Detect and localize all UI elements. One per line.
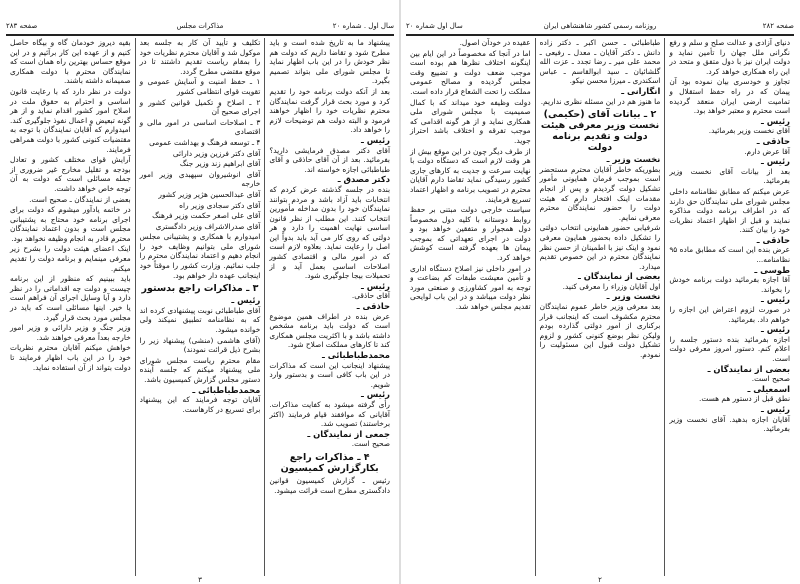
paragraph: عرض بنده در اطراف همین موضوع است که دولت باید برنامه مشخص داشته باشد و با اکثریت مجلس همکاری کند تا کارهای مملکت اصلاح شود. [269,311,390,350]
page-footer: ۲ [598,576,602,584]
page-header [406,22,794,34]
paragraph: آقای صدرالاشراف وزیر دادگستری [155,221,261,231]
section-heading: ۳ ـ مذاکرات راجع بدستور [141,283,259,295]
right-page [400,0,800,584]
paragraph: پیشنهاد ما به تاریخ شده است و باید مطرح شود و تقاضا داریم که دولت هم نظر خودش را در این باب اظهار نماید تا مجلس شورای ملی بتواند تصمیم بگیرد. [269,38,390,86]
paragraph: آقای علی اصغر حکمت وزیر فرهنگ [152,211,261,221]
paragraph: ۲ ـ اصلاح و تکمیل قوانین کشور و اجرای صحیح آن [139,97,261,117]
text-column [6,38,135,576]
paragraph: مقام محترم ریاست مجلس شورای ملی پیشنهاد میکنم که جلسه آینده دستور مجلس گزارش کمیسیون باشد. [139,355,261,384]
paragraph: صحیح است. [351,439,390,449]
paragraph: باید ببینیم که منظور از این برنامه چیست و دولت چه اقداماتی را در نظر دارد و آیا وسایل اجرای آن فراهم است یا خیر. اینها مسائلی است که باید در مجلس مورد بحث قرار گیرد. [9,274,131,322]
paragraph: خواهش میکنم آقایان محترم نظریات خود را در این باب اظهار فرمایند تا دولت بتواند از آن استفاده نماید. [9,343,131,372]
paragraph: امیدوارم با همکاری و پشتیبانی مجلس شورای ملی بتوانیم وظایف خود را انجام دهیم و اعتماد نمایندگان محترم را جلب نمائیم. وزارت کشور را موقتاً خود اینجانب عهده دار خواهم بود. [139,232,261,280]
paragraph: بنده در جلسه گذشته عرض کردم که انتخابات باید آزاد باشد و مردم بتوانند نمایندگان خود را بدون مداخله مأمورین انتخاب کنند. این مطلب از نظر قانون اساسی نهایت اهمیت را دارد و هر دولتی که روی کار می آید باید بدواً این اصل را رعایت نماید. بعلاوه لازم است که در امور مالی و اقتصادی کشور اصلاحات اساسی بعمل آید و از تحمیلات بیجا جلوگیری شود. [269,184,390,281]
text-column [664,38,794,576]
paragraph: پیشنهاد اینجانب این است که مذاکرات در این باب کافی است و بدستور وارد شویم. [269,360,390,389]
paragraph: بعد از آنکه دولت برنامه خود را تقدیم کرد و مورد بحث قرار گرفت نمایندگان محترم نظریات خود را اظهار خواهند فرمود و البته دولت هم توضیحات لازم را خواهد داد. [269,86,390,135]
section-title: مذاکرات مجلس [176,22,224,30]
speaker-name: اسمعیلی ـ [747,383,790,394]
speaker-name: نخست وزیر ـ [606,291,661,302]
paragraph: عقیده در خودآن اصول. [459,38,531,47]
paragraph: ما هنوز هم در این مسئله نظری نداریم. [540,96,661,106]
paragraph: اجازه بفرمائید بنده دستور جلسه را اعلام کنم. دستور امروز معرفی دولت است. [669,334,790,363]
speaker-name: رئیس ـ [360,280,390,291]
paragraph: ۱ ـ حفظ امنیت و آسایش عمومی و تقویت قوای انتظامی کشور [139,77,261,96]
speaker-name: بعضی از نمایندگان ـ [577,271,661,282]
paragraph: عرض بنده این است که مطابق ماده ۹۵ نظامنامه... [669,245,790,265]
paragraph: آقایان توجه فرمایند که این پیشنهاد برای تسریع در کارهاست. [139,395,261,414]
paragraph: در امور داخلی نیز اصلاح دستگاه اداری و تأمین معیشت طبقات کم بضاعت و توجه به امور کشاورزی و صنعتی مورد نظر دولت میباشد و در این باب لوایحی تقدیم مجلس خواهد شد. [409,263,531,312]
paragraph: بعد از بیانات آقای نخست وزیر بفرمائید. [669,166,790,186]
paragraph: آقای عبدالحسین هژیر وزیر کشور [158,189,261,199]
speaker-name: محمدطباطبائی ـ [192,384,261,395]
publication-title: روزنامه رسمی کشور شاهنشاهی ایران [543,22,657,30]
speaker-name: بعضی از نمایندگان ـ [707,363,790,374]
speaker-name: رئیس ـ [231,295,261,306]
speaker-name: حاذقی ـ [756,135,790,146]
page-number: صفحه ۲۸۲ [762,22,794,30]
paragraph: تجاوز و خودسری بیان نموده بود آن پیمان که در راه حفظ استقلال و تمامیت ارضی ایران منعقد گردیده است محترم و معتبر خواهد بود. [669,77,790,116]
paragraph: از طرف دیگر چون در این موقع بیش از هر وقت لازم است که دستگاه دولت با نهایت سرعت و جدیت به کارهای جاری کشور رسیدگی نماید تقاضا دارم آقایان محترم در تصویب برنامه و اظهار اعتماد تسریع فرمایند. [409,146,531,204]
section-heading: ۲ ـ بیانات آقای (حکیمی) نخست وزیر معرفی هیئت دولت و تقدیم برنامه دولت [540,109,660,154]
speaker-name: انگارانی ـ [621,85,661,96]
paragraph: بطوریکه خاطر آقایان محترم مستحضر است بموجب فرمان همایونی مأمور تشکیل دولت گردیدم و پس از انجام مقدمات اینک افتخار دارم که هیئت دولت را حضور نمایندگان محترم معرفی نمایم. [539,164,661,222]
paragraph: آقا اجازه بفرمائید دولت برنامه خودش را بخواند. [669,275,790,294]
page-number: صفحه ۲۸۳ [6,22,38,30]
paragraph: ۳ ـ اصلاحات اساسی در امور مالی و اقتصادی [139,117,261,137]
speaker-name: طوسی ـ [754,264,790,275]
paragraph: آقای دکتر سجادی وزیر راه [179,200,261,210]
paragraph: رأی گرفته میشود به کفایت مذاکرات. آقایانی که موافقند قیام فرمایند (اکثر برخاستند) تصویب شد. [269,399,390,429]
text-column [264,38,394,576]
text-columns [406,38,794,576]
page-footer: ۳ [198,576,202,584]
paragraph: آقا عرض دارم. [744,146,790,156]
paragraph: آقایان اجازه بدهید. آقای نخست وزیر بفرمائید. [669,414,790,434]
paragraph: اما در آنجا که مخصوصاً در این ایام بین اینگونه اختلاف نظرها هم بوده است موجب ضعف دولت و تضییع وقت مجلس گردیده و مصالح عمومی مملکت را تحت الشعاع قرار داده است. [409,48,531,96]
paragraph: عرض میکنم که مطابق نظامنامه داخلی مجلس شورای ملی نمایندگان حق دارند که در اطراف برنامه دولت مذاکره نمایند و قبل از اظهار اعتماد نظریات خود را بیان کنند. [669,186,790,235]
paragraph: آقای نخست وزیر بفرمائید. [708,126,790,136]
paragraph: دولت در نظر دارد که با رعایت قانون اساسی و احترام به حقوق ملت در اصلاح امور کشور اقدام نماید و از هر گونه تبعیض و اعمال نفوذ جلوگیری کند. امیدوارم که آقایان نمایندگان با توجه به مقتضیات کنونی کشور با دولت همراهی فرمایند. [9,86,131,154]
paragraph: آقای حاذقی. [351,291,390,301]
paragraph: شرفیابی حضور همایونی انتخاب دولتی را تشکیل داده بحضور همایون معرفی نمود و اینک نیز با اطمینان از حسن نظر نمایندگان محترم در این خصوص تقدیم میدارد. [539,223,661,271]
paragraph: آقای دکتر فرزین وزیر دارائی [172,148,261,158]
paragraph: سیاست خارجی دولت مبتنی بر حفظ روابط دوستانه با کلیه دول مخصوصاً دول همجوار و متفقین خواهد بود و دولت در اجرای تعهداتی که بموجب پیمان ها بعهده گرفته است کوشش خواهد کرد. [409,205,531,263]
paragraph: اینک اعضای هیئت دولت را بشرح زیر معرفی مینمایم و برنامه دولت را تقدیم میکنم. [9,244,131,273]
paragraph: آقای ابراهیم زند وزیر جنگ [179,159,261,169]
text-column [535,38,665,576]
paragraph: آقای طباطبائی نوبت پیشنهادی کرده اند که به نظامنامه تطبیق نمیکند ولی خوانده میشود. [139,305,261,335]
paragraph: صحیح است. [751,374,790,384]
header-rule [6,34,394,36]
paragraph: دولت وظیفه خود میداند که با کمال صمیمیت با مجلس شورای ملی همکاری نماید و از هر گونه اقدامی که موجب تفرقه و اختلاف باشد احتراز جوید. [409,97,531,145]
paragraph: (آقای هاشمی (منشی) پیشنهاد زیر را بشرح ذیل قرائت نمودند) [139,335,261,355]
paragraph: در خاتمه یادآور میشوم که دولت برای اجرای برنامه خود محتاج به پشتیبانی مجلس است و بدون اعتماد نمایندگان محترم قادر به انجام وظیفه نخواهد بود. [9,205,131,243]
issue-number: سال اول شماره ۲۰ [406,22,463,30]
speaker-name: رئیس ـ [760,115,790,126]
paragraph: آقای انوشیروان سپهبدی وزیر امور خارجه [139,169,261,189]
speaker-name: رئیس ـ [760,324,790,335]
paragraph: آرایش قوای مختلف کشور و تعادل بودجه و تقلیل مخارج غیر ضروری از جمله مسائلی است که دولت به آن توجه خاص خواهد داشت. [9,155,131,193]
paragraph: بعضی از نمایندگان ـ صحیح است. [29,194,131,204]
paragraph: ۴ ـ توسعه فرهنگ و بهداشت عمومی [149,137,261,147]
speaker-name: جمعی از نمایندگان ـ [307,428,390,439]
speaker-name: حاذقی ـ [356,301,390,312]
paragraph: نطق قبل از دستور هم هست. [698,394,790,404]
paragraph: طباطبائی ـ حسن اکبر ـ دکتر زاده دانش ـ دکتر آقایان ـ معدل ـ رفیعی ـ محمد علی میر ـ رضا تجدد ـ عزت الله گلشائیان ـ سید ابوالقاسم ـ عباس اسکندری ـ میرزا محسن نیکو. [539,38,661,86]
header-rule [406,34,794,36]
issue-number: سال اول . شماره ۲۰ [332,22,394,30]
speaker-name: رئیس ـ [360,134,390,145]
speaker-name: محمدطباطبائی ـ [322,350,390,360]
speaker-name: حاذقی ـ [756,234,790,245]
speaker-name: دکتر مصدق ـ [337,174,390,185]
speaker-name: رئیس ـ [760,156,790,167]
text-column [135,38,265,576]
speaker-name: رئیس ـ [760,403,790,414]
paragraph: بقیه دیروز خودمان گاه و بیگاه حاصل کنیم و از عهده این کار برآئیم و در این موقع حساس بهترین راه همان است که نمایندگان محترم با دولت همکاری صمیمانه داشته باشند. [9,38,131,86]
paragraph: در صورت لزوم اعتراض این اجازه را خواهم داد. بفرمائید. [669,305,790,324]
text-columns [6,38,394,576]
speaker-name: نخست وزیر ـ [606,154,661,165]
paragraph: تکلیف و تأیید آن کار به جلسه بعد موکول شد و آقایان محترم نظریات خود را بمقام ریاست تقدیم داشتند تا در موقع مقتضی مطرح گردد. [139,38,261,76]
section-heading: ۴ ـ مذاکرات راجع بکارگزارش کمیسیون [280,451,379,474]
paragraph: وزیر جنگ و وزیر دارائی و وزیر امور خارجه بعداً معرفی خواهند شد. [9,323,131,342]
paragraph: آقای دکتر مصدق فرمایشی دارید؟ بفرمائید. بعد از آن آقای حاذقی و آقای طباطبائی اجازه خواسته اند. [269,145,390,174]
paragraph: دنیای آزادی و عدالت صلح و سلم و رفع نگرانی ملل جهان را تأمین نماید و دولت ایران نیز با دول متفق و متحد در این راه همکاری خواهد کرد. [669,38,790,76]
page-header [6,22,394,34]
speaker-name: رئیس ـ [760,294,790,305]
paragraph: رئیس ـ گزارش کمیسیون قوانین دادگستری مطرح است قرائت میشود. [269,475,390,495]
paragraph: اول آقایان وزراء را معرفی کنید. [562,281,661,291]
speaker-name: رئیس ـ [360,389,390,400]
text-column [406,38,535,576]
paragraph: بعد معرفی وزیر خاطر عموم نمایندگان محترم مکشوف است که اینجانب قرار برکناری از امور دولتی گذارده بودم ولیکن نظر بوضع کنونی کشور و لزوم تشکیل دولت قبول این مسئولیت را نمودم. [539,302,661,360]
